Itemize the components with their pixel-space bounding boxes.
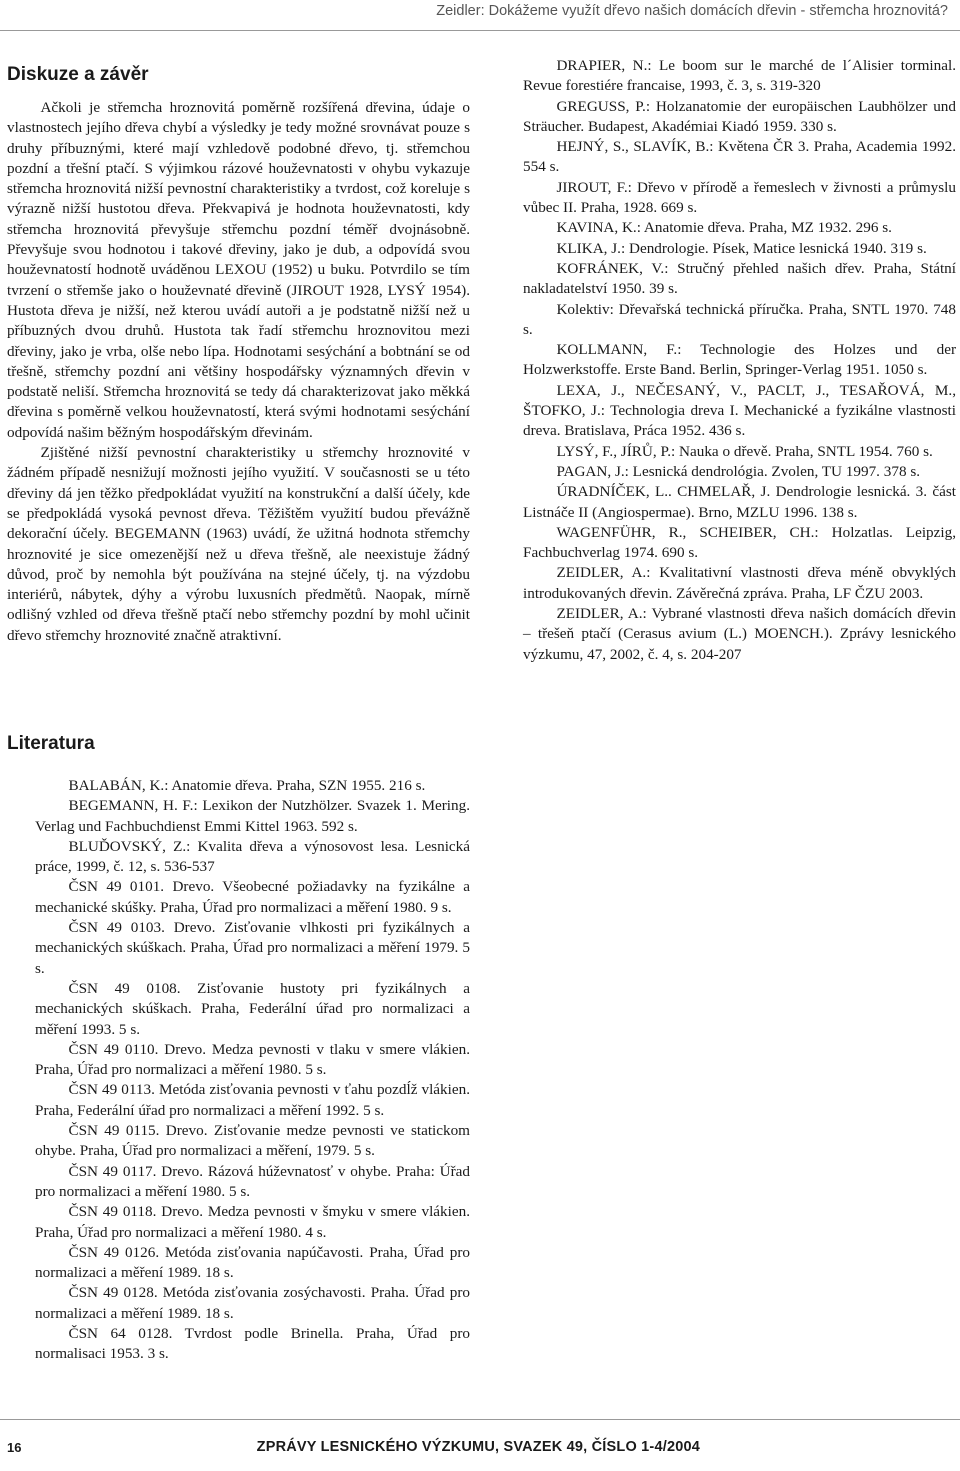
reference-item: ČSN 49 0118. Drevo. Medza pevnosti v šmyku v smere vlákien. Praha, Úřad pro normalizaci a měření 1980. 4 s.: [35, 1203, 470, 1241]
reference-item: Kolektiv: Dřevařská technická příručka. Praha, SNTL 1970. 748 s.: [523, 300, 956, 338]
journal-title: ZPRÁVY LESNICKÉHO VÝZKUMU, SVAZEK 49, ČÍSLO 1-4/2004: [256, 1439, 700, 1455]
references-left-column: [7, 776, 470, 1365]
reference-item: ČSN 49 0126. Metóda zisťovania napúčavosti. Praha, Úřad pro normalizaci a měření 1989. 18 s.: [35, 1243, 470, 1282]
reference-item: ZEIDLER, A.: Kvalitativní vlastnosti dřeva méně obvyklých introdukovaných dřevin. Závěrečná zpráva. Praha, LF ČZU 2003.: [523, 564, 956, 602]
literature-title: Literatura: [7, 733, 95, 754]
reference-item: KLIKA, J.: Dendrologie. Písek, Matice lesnická 1940. 319 s.: [556, 239, 927, 257]
running-head: Zeidler: Dokážeme využít dřevo našich domácích dřevin - střemcha hroznovitá?: [436, 3, 948, 19]
reference-item: BEGEMANN, H. F.: Lexikon der Nutzhölzer. Svazek 1. Mering. Verlag und Fachbuchdienst Emmi Kittel 1963. 592 s.: [35, 797, 470, 835]
reference-item: ČSN 49 0128. Metóda zisťovania zosýchavosti. Praha. Úřad pro normalizaci a měření 1989. 18 s.: [35, 1284, 470, 1322]
section-title: Diskuze a závěr: [7, 64, 149, 85]
reference-item: ČSN 49 0113. Metóda zisťovania pevnosti v ťahu pozdĺž vlákien. Praha, Federální úřad pro normalizaci a měření 1992. 5 s.: [35, 1081, 470, 1119]
reference-item: WAGENFÜHR, R., SCHEIBER, CH.: Holzatlas. Leipzig, Fachbuchverlag 1974. 690 s.: [523, 523, 956, 562]
reference-item: ČSN 49 0103. Drevo. Zisťovanie vlhkosti pri fyzikálnych a mechanických skúškach. Praha, Úřad pro normalizaci a měření 1979. 5 s.: [35, 919, 470, 977]
reference-item: HEJNÝ, S., SLAVÍK, B.: Květena ČR 3. Praha, Academia 1992. 554 s.: [523, 138, 956, 176]
reference-item: ČSN 64 0128. Tvrdost podle Brinella. Praha, Úřad pro normalisaci 1953. 3 s.: [35, 1325, 470, 1363]
reference-item: LEXA, J., NEČESANÝ, V., PACLT, J., TESAŘOVÁ, M., ŠTOFKO, J.: Technologia dreva I. Mechanické a fyzikálne vlastnosti dreva. Bratislava, Práca 1952. 436 s.: [523, 381, 956, 440]
footer-rule: [0, 1419, 960, 1420]
references-right-column: [495, 56, 956, 665]
discussion-paragraph-2: Zjištěné nižší pevnostní charakteristiky u střemchy hroznovité v žádném případě nesnižují možnosti jejího využití. V současnosti se u této dřeviny dá jen těžko předpokládat využití na konstrukční a další účely, kde se předpokládá vysoká pevnost dřeva. Těžištěm využití budou převážně dekorační účely. BEGEMANN (1963) uvádí, že užitná hodnota střemchy hroznovité je sice omezenější než u dřeva třešně, ale neexistuje žádný důvod, proč by nemohla být používána na stejné účely, tj. na výzdobu interiérů, nábytek, dýhy a výrobu luxusních předmětů. Naopak, mírně odlišný vzhled od dřeva třešně ptačí nebo střemchy pozdní by mohl učinit dřevo střemchy hroznovité značně atraktivní.: [7, 444, 470, 644]
reference-item: BLUĎOVSKÝ, Z.: Kvalita dřeva a výnosovost lesa. Lesnická práce, 1999, č. 12, s. 536-537: [35, 837, 470, 876]
reference-item: LYSÝ, F., JÍRŮ, P.: Nauka o dřevě. Praha, SNTL 1954. 760 s.: [556, 442, 933, 460]
page-number: 16: [7, 1440, 22, 1455]
reference-item: GREGUSS, P.: Holzanatomie der europäischen Laubhölzer und Sträucher. Budapest, Akadémiai Kiadó 1959. 330 s.: [523, 97, 956, 135]
reference-item: ČSN 49 0115. Drevo. Zisťovanie medze pevnosti ve statickom ohybe. Praha, Úřad pro normalizaci a měření, 1979. 5 s.: [35, 1122, 470, 1160]
reference-item: JIROUT, F.: Dřevo v přírodě a řemeslech v živnosti a průmyslu vůbec II. Praha, 1928. 669 s.: [523, 178, 956, 217]
reference-item: KOLLMANN, F.: Technologie des Holzes und der Holzwerkstoffe. Erste Band. Berlin, Springer-Verlag 1951. 1050 s.: [523, 341, 956, 379]
reference-item: ÚRADNÍČEK, L.. CHMELAŘ, J. Dendrologie lesnická. 3. část Listnáče II (Angiospermae). Brno, MZLU 1996. 138 s.: [523, 483, 956, 521]
reference-item: ČSN 49 0117. Drevo. Rázová húževnatosť v ohybe. Praha: Úřad pro normalizaci a měření 1980. 5 s.: [35, 1162, 470, 1200]
reference-item: ČSN 49 0110. Drevo. Medza pevnosti v tlaku v smere vlákien. Praha, Úřad pro normalizaci a měření 1980. 5 s.: [35, 1040, 470, 1079]
header-rule: [0, 30, 960, 31]
reference-item: KAVINA, K.: Anatomie dřeva. Praha, MZ 1932. 296 s.: [556, 219, 892, 237]
reference-item: KOFRÁNEK, V.: Stručný přehled našich dřev. Praha, Státní nakladatelství 1950. 39 s.: [523, 259, 956, 298]
reference-item: ZEIDLER, A.: Vybrané vlastnosti dřeva našich domácích dřevin – třešeň ptačí (Cerasus avium (L.) MOENCH.). Zprávy lesnického výzkumu, 47, 2002, č. 4, s. 204-207: [523, 605, 956, 663]
reference-item: ČSN 49 0108. Zisťovanie hustoty pri fyzikálnych a mechanických skúškach. Praha, Federální úřad pro normalizaci a měření 1993. 5 s.: [35, 979, 470, 1038]
reference-item: PAGAN, J.: Lesnická dendrológia. Zvolen, TU 1997. 378 s.: [556, 462, 921, 480]
reference-item: DRAPIER, N.: Le boom sur le marché de l´Alisier torminal. Revue forestiére francaise, 1993, č. 3, s. 319-320: [523, 57, 956, 95]
discussion-paragraph-1: Ačkoli je střemcha hroznovitá poměrně rozšířená dřevina, údaje o vlastnostech jejího dřeva chybí a výsledky je tedy možné srovnávat pouze s druhy příbuznými, které mají vzhledově podobné dřevo, tj. střemchou pozdní a třešní ptačí. S výjimkou rázové houževnatosti v ohybu vykazuje střemcha hroznovitá nižší pevnostní charakteristiky a tvrdost, což koreluje s výrazně nižší hustotou dřeva. Překvapivá je hodnota houževnatosti, kdy střemcha hroznovitá převyšuje střemchu pozdní téměř dvojnásobně. Převyšuje svou hodnotou i takové dřeviny, jako je dub, a odpovídá svou houževnatostí hodnotě uváděnou LEXOU (1952) u buku. Potvrdilo se tím tvrzení o střemše jako o houževnaté dřevině (JIROUT 1928, LYSÝ 1954). Hustota dřeva je nižší, než kterou uvádí autoři a je podstatně nižší než u příbuzných dvou druhů. Hustota tak řadí střemchu hroznovitou mezi dřeviny, jako je vrba, olše nebo lípa. Hodnotami sesýchání a bobtnání se od třešně, střemchy pozdní ani většiny hospodářsky významných dřevin v podstatě neliší. Střemcha hroznovitá se tedy dá charakterizovat jako měkká dřevina s poměrně velkou houževnatostí, která svými hodnotami sesýchání odpovídá našim běžným hospodářským dřevinám.: [7, 99, 470, 441]
reference-item: ČSN 49 0101. Drevo. Všeobecné požiadavky na fyzikálne a mechanické skúšky. Praha, Úřad pro normalizaci a měření 1980. 9 s.: [35, 878, 470, 916]
reference-item: BALABÁN, K.: Anatomie dřeva. Praha, SZN 1955. 216 s.: [68, 777, 426, 794]
discussion-column: [7, 98, 470, 646]
